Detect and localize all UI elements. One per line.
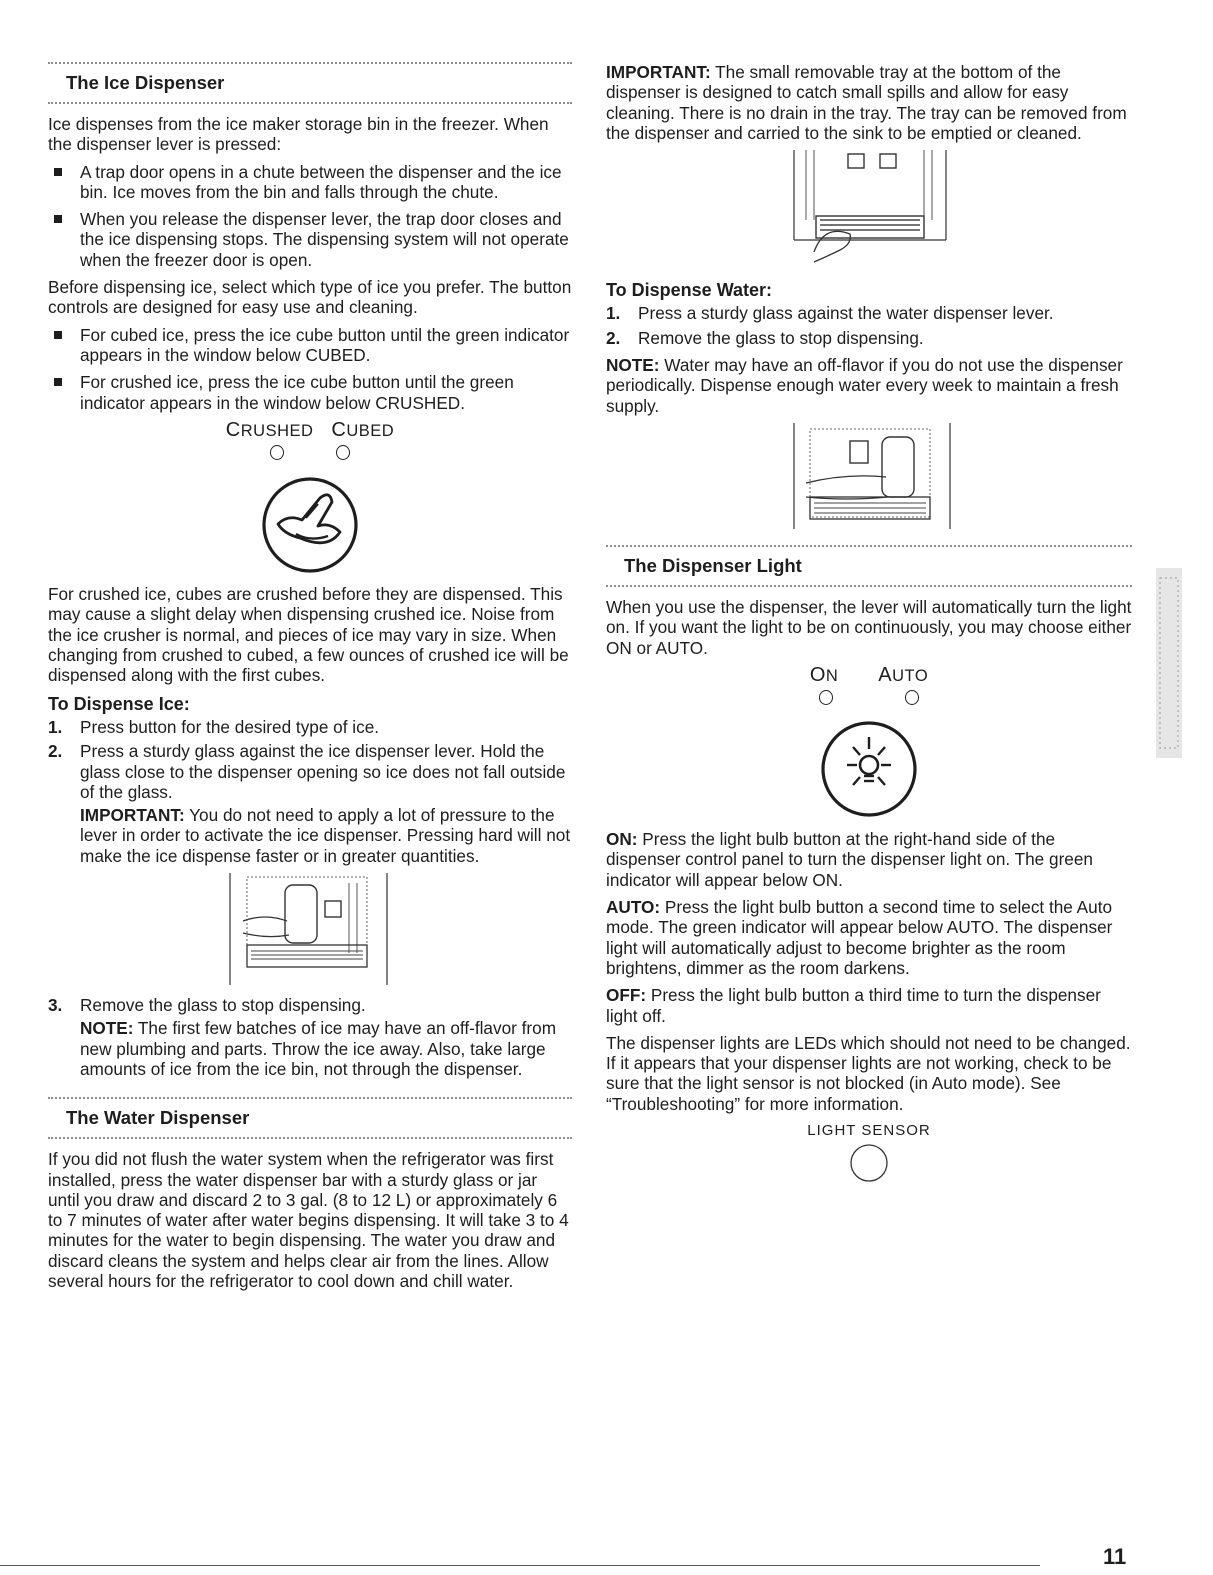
ice-button-figure xyxy=(48,420,572,574)
dispense-ice-steps xyxy=(48,717,572,866)
light-sensor-figure xyxy=(606,1121,1132,1185)
light-sensor-label: LIGHT SENSOR xyxy=(807,1122,931,1140)
ice-glass-illustration xyxy=(48,873,572,985)
left-column xyxy=(48,62,572,1298)
auto-label: AUTO xyxy=(878,663,929,686)
list-item: 1. Press a sturdy glass against the water dispenser lever. xyxy=(606,303,1054,324)
light-bulb-button-icon xyxy=(809,719,929,819)
tray-important: IMPORTANT: The small removable tray at the bottom of the dispenser is designed to catch small spills and allow for easy cleaning. There is no drain in the tray. The tray can be removed from the dispenser and carried to the sink to be emptied or cleaned. xyxy=(606,62,1127,143)
select-bullets xyxy=(48,325,572,413)
dispense-water-title: To Dispense Water: xyxy=(606,280,773,301)
dispense-ice-title: To Dispense Ice: xyxy=(48,693,190,714)
dispenser-tray-illustration xyxy=(784,150,954,270)
important-note: IMPORTANT: You do not need to apply a lot of pressure to the lever in order to activate the ice dispenser. Pressing hard will not make the ice dispense faster or in greater quantities. xyxy=(80,805,571,866)
water-dispenser-header: The Water Dispenser xyxy=(48,1097,572,1139)
right-column xyxy=(606,62,1132,1195)
on-para: ON: Press the light bulb button at the right-hand side of the dispenser control panel to turn the dispenser light on. The green indicator will appear below ON. xyxy=(606,829,1093,890)
water-para: If you did not flush the water system when the refrigerator was first installed, press the water dispenser bar with a sturdy glass or jar until you draw and discard 2 to 3 gal. (8 to 12 L) or approximately 6 to 7 minutes of water after water begins dispensing. It will take 3 to 4 minutes for the water to begin dispensing. The water you draw and discard cleans the system and helps clear air from the lines. Allow several hours for the refrigerator to cool down and chill water. xyxy=(48,1149,569,1291)
dispense-ice-steps-cont xyxy=(48,995,572,1079)
off-para: OFF: Press the light bulb button a third time to turn the dispenser light off. xyxy=(606,985,1101,1026)
water-glass-illustration-svg xyxy=(784,423,954,535)
indicator-dots xyxy=(270,445,350,460)
cubed-label: CUBED xyxy=(331,418,395,441)
list-item: A trap door opens in a chute between the dispenser and the ice bin. Ice moves from the bin and falls through the chute. xyxy=(48,162,572,203)
list-item: For cubed ice, press the ice cube button until the green indicator appears in the window below CUBED. xyxy=(48,325,572,366)
light-sensor-icon xyxy=(839,1141,899,1185)
list-item: 2. Remove the glass to stop dispensing. xyxy=(606,327,924,348)
margin-tab-graphic xyxy=(1152,568,1182,758)
dispenser-glass-illustration xyxy=(225,873,395,985)
crushed-indicator xyxy=(270,445,284,460)
page-number: 11 xyxy=(1103,1544,1127,1569)
light-button-figure xyxy=(606,665,1132,819)
ice-button-labels xyxy=(226,420,394,441)
on-label: ON xyxy=(809,663,839,686)
list-item: For crushed ice, press the ice cube button until the green indicator appears in the window below CRUSHED. xyxy=(48,372,572,413)
ice-intro: Ice dispenses from the ice maker storage bin in the freezer. When the dispenser lever is pressed: xyxy=(48,114,549,155)
ice-dispenser-header: The Ice Dispenser xyxy=(48,62,572,104)
note: NOTE: The first few batches of ice may have an off-flavor from new plumbing and parts. Throw the ice away. Also, take large amounts of ice from the ice bin, not through the dispenser. xyxy=(80,1018,557,1079)
auto-para: AUTO: Press the light bulb button a second time to select the Auto mode. The green indicator will appear below AUTO. The dispenser light will automatically adjust to become brighter as the room brightens, dimmer as the room darkens. xyxy=(606,897,1113,978)
led-para: The dispenser lights are LEDs which should not need to be changed. If it appears that your dispenser lights are not working, check to be sure that the light sensor is not blocked (in Auto mode). See “Troubleshooting” for more information. xyxy=(606,1032,1131,1114)
water-note: NOTE: Water may have an off-flavor if you do not use the dispenser periodically. Dispense enough water every week to maintain a fresh supply. xyxy=(606,355,1123,416)
ice-cube-button-icon xyxy=(250,476,370,574)
auto-indicator xyxy=(905,690,919,705)
on-indicator xyxy=(819,690,833,705)
dispenser-light-header: The Dispenser Light xyxy=(606,545,1132,587)
tray-illustration xyxy=(606,150,1132,270)
light-indicator-dots xyxy=(819,690,919,705)
light-para: When you use the dispenser, the lever will automatically turn the light on. If you want the light to be on continuously, you may choose either ON or AUTO. xyxy=(606,596,1132,658)
water-glass-illustration xyxy=(606,423,1132,535)
bottom-rule xyxy=(0,1565,1040,1566)
crushed-label: CRUSHED xyxy=(225,418,314,441)
crushed-para: For crushed ice, cubes are crushed before they are dispensed. This may cause a slight delay when dispensing crushed ice. Noise from the ice crusher is normal, and pieces of ice may vary in size. When changing from crushed to cubed, a few ounces of crushed ice will be dispensed along with the first cubes. xyxy=(48,584,569,686)
light-button-labels xyxy=(810,665,928,686)
ice-select-para: Before dispensing ice, select which type of ice you prefer. The button controls are designed for easy use and cleaning. xyxy=(48,277,572,318)
list-item: When you release the dispenser lever, the trap door closes and the ice dispensing stops. The dispensing system will not operate when the freezer door is open. xyxy=(48,209,572,270)
ice-bullets xyxy=(48,162,572,270)
list-item: 3. Remove the glass to stop dispensing. NOTE: The first few batches of ice may have an off-flavor from new plumbing and parts. Throw the ice away. Also, take large amounts of ice from the ice bin, not through the dispenser. xyxy=(48,995,572,1079)
cubed-indicator xyxy=(336,445,350,460)
list-item: 1. Press button for the desired type of ice. xyxy=(48,716,380,737)
list-item: 2. Press a sturdy glass against the ice dispenser lever. Hold the glass close to the dispenser opening so ice does not fall outside of the glass. IMPORTANT: You do not need to apply a lot of pressure to the lever in order to activate the ice dispenser. Pressing hard will not make the ice dispense faster or in greater quantities. xyxy=(48,741,571,866)
dispense-water-steps xyxy=(606,303,1132,348)
